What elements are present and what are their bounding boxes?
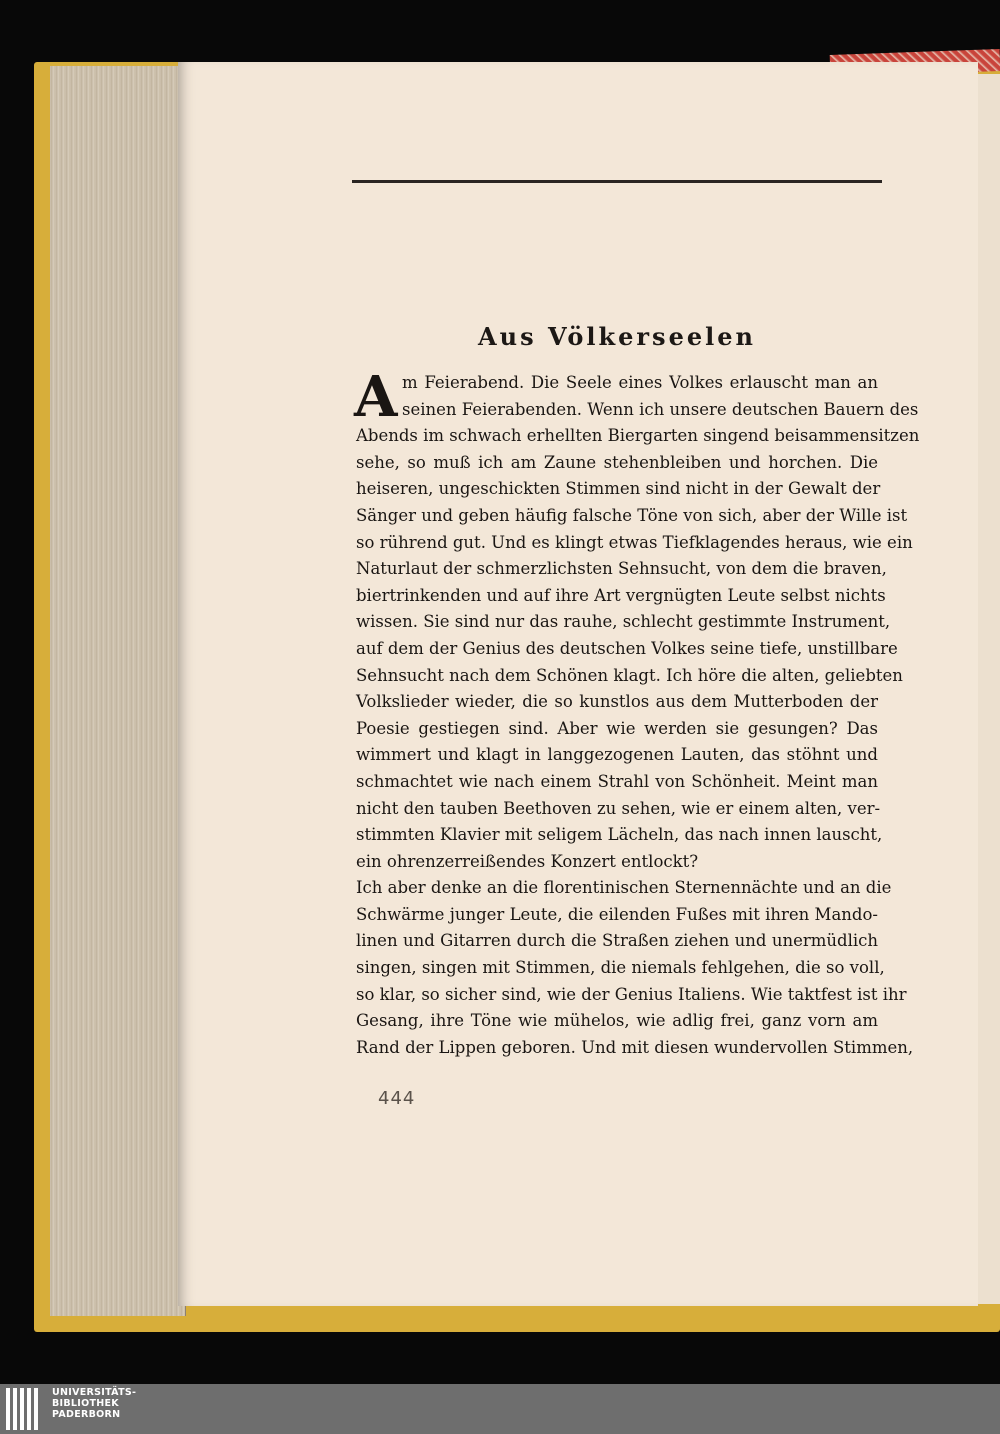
text-line: Rand der Lippen geboren. Und mit diesen wundervollen Stimmen, bbox=[356, 1037, 914, 1057]
text-line: auf dem der Genius des deutschen Volkes seine tiefe, unstillbare bbox=[356, 638, 898, 658]
text-line: stimmten Klavier mit seligem Lächeln, das nach innen lauscht, bbox=[356, 825, 883, 845]
text-line: wimmert und klagt in langgezogenen Lauten, das stöhnt und bbox=[356, 745, 878, 765]
library-line-2: BIBLIOTHEK bbox=[52, 1398, 119, 1409]
text-line: Naturlaut der schmerzlichsten Sehnsucht, von dem die braven, bbox=[356, 559, 887, 579]
footer-bar bbox=[0, 1384, 1000, 1434]
text-line: so rührend gut. Und es klingt etwas Tiefklagendes heraus, wie ein bbox=[356, 532, 913, 552]
library-logo-icon bbox=[6, 1388, 46, 1430]
text-line: Abends im schwach erhellten Biergarten singend beisammensitzen bbox=[356, 426, 920, 446]
text-line: seinen Feierabenden. Wenn ich unsere deutschen Bauern des bbox=[402, 399, 919, 419]
text-line: ein ohrenzerreißendes Konzert entlockt? bbox=[356, 851, 699, 871]
library-line-1: UNIVERSITÄTS- bbox=[52, 1387, 137, 1398]
text-line: so klar, so sicher sind, wie der Genius Italiens. Wie taktfest ist ihr bbox=[356, 984, 907, 1004]
text-line: schmachtet wie nach einem Strahl von Schönheit. Meint man bbox=[356, 771, 878, 791]
text-line: Sänger und geben häufig falsche Töne von sich, aber der Wille ist bbox=[356, 505, 908, 525]
text-line: linen und Gitarren durch die Straßen ziehen und unermüdlich bbox=[356, 931, 878, 951]
header-rule bbox=[352, 180, 882, 183]
text-line: Schwärme junger Leute, die eilenden Fußes mit ihren Mando- bbox=[356, 904, 878, 924]
text-line: Ich aber denke an die florentinischen Sternennächte und an die bbox=[356, 878, 892, 898]
page-edges bbox=[50, 66, 186, 1316]
text-line: nicht den tauben Beethoven zu sehen, wie er einem alten, ver- bbox=[356, 798, 881, 818]
drop-cap: A bbox=[354, 364, 398, 430]
body-text bbox=[354, 364, 920, 1061]
text-line: wissen. Sie sind nur das rauhe, schlecht gestimmte Instrument, bbox=[356, 612, 891, 632]
text-line: heiseren, ungeschickten Stimmen sind nicht in der Gewalt der bbox=[356, 479, 881, 499]
text-line: sehe, so muß ich am Zaune stehenbleiben und horchen. Die bbox=[356, 452, 878, 472]
text-line: biertrinkenden und auf ihre Art vergnügten Leute selbst nichts bbox=[356, 585, 886, 605]
library-logo-text bbox=[52, 1387, 136, 1420]
text-line: m Feierabend. Die Seele eines Volkes erlauscht man an bbox=[402, 373, 878, 392]
text-line: Volkslieder wieder, die so kunstlos aus dem Mutterboden der bbox=[356, 692, 878, 712]
library-line-3: PADERBORN bbox=[52, 1409, 121, 1420]
page-number: 444 bbox=[378, 1088, 416, 1109]
text-line: Sehnsucht nach dem Schönen klagt. Ich höre die alten, geliebten bbox=[356, 665, 903, 685]
chapter-title: Aus Völkerseelen bbox=[478, 322, 756, 351]
text-line: Poesie gestiegen sind. Aber wie werden sie gesungen? Das bbox=[356, 718, 878, 738]
text-line: Gesang, ihre Töne wie mühelos, wie adlig frei, ganz vorn am bbox=[356, 1011, 878, 1031]
text-line: singen, singen mit Stimmen, die niemals fehlgehen, die so voll, bbox=[356, 958, 885, 978]
